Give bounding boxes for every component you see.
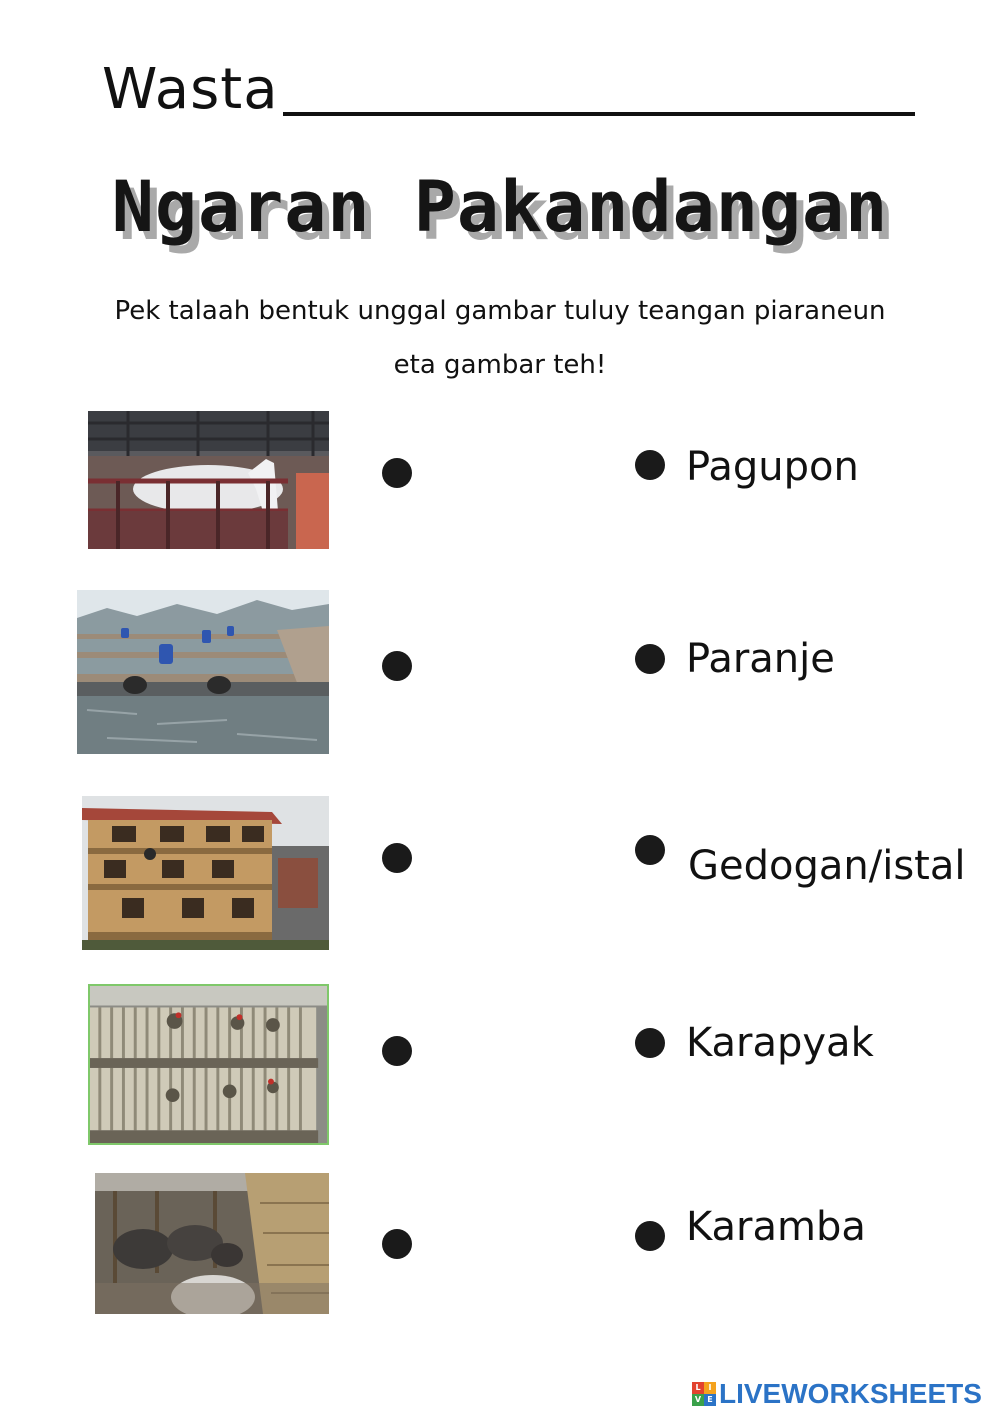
right-dot-3[interactable] bbox=[635, 835, 665, 865]
option-label: Karamba bbox=[686, 1204, 866, 1250]
logo-mark-icon: L I V E bbox=[692, 1382, 716, 1406]
page-title: Ngaran Pakandangan bbox=[111, 166, 889, 248]
right-dot-1[interactable] bbox=[635, 450, 665, 480]
right-dot-2[interactable] bbox=[635, 644, 665, 674]
dovecote-photo bbox=[82, 796, 329, 950]
liveworksheets-logo[interactable] bbox=[692, 1378, 982, 1410]
left-dot-1[interactable] bbox=[382, 458, 412, 488]
chicken-coop-photo bbox=[88, 984, 329, 1145]
left-dot-2[interactable] bbox=[382, 651, 412, 681]
instruction-text: Pek talaah bentuk unggal gambar tuluy teangan piaraneun eta gambar teh! bbox=[114, 296, 886, 380]
horse-stable-photo bbox=[88, 411, 329, 549]
right-dot-5[interactable] bbox=[635, 1221, 665, 1251]
name-row bbox=[102, 57, 915, 122]
name-label: Wasta bbox=[102, 57, 279, 122]
fish-cage-photo bbox=[77, 590, 329, 754]
option-label: Gedogan/istal bbox=[688, 843, 966, 889]
option-label: Paranje bbox=[686, 636, 835, 682]
name-line bbox=[283, 112, 915, 116]
left-dot-4[interactable] bbox=[382, 1036, 412, 1066]
right-dot-4[interactable] bbox=[635, 1028, 665, 1058]
left-dot-3[interactable] bbox=[382, 843, 412, 873]
option-label: Pagupon bbox=[686, 444, 859, 490]
logo-text: LIVEWORKSHEETS bbox=[719, 1378, 982, 1409]
left-dot-5[interactable] bbox=[382, 1229, 412, 1259]
option-label: Karapyak bbox=[686, 1020, 874, 1066]
buffalo-pen-photo bbox=[95, 1173, 329, 1314]
